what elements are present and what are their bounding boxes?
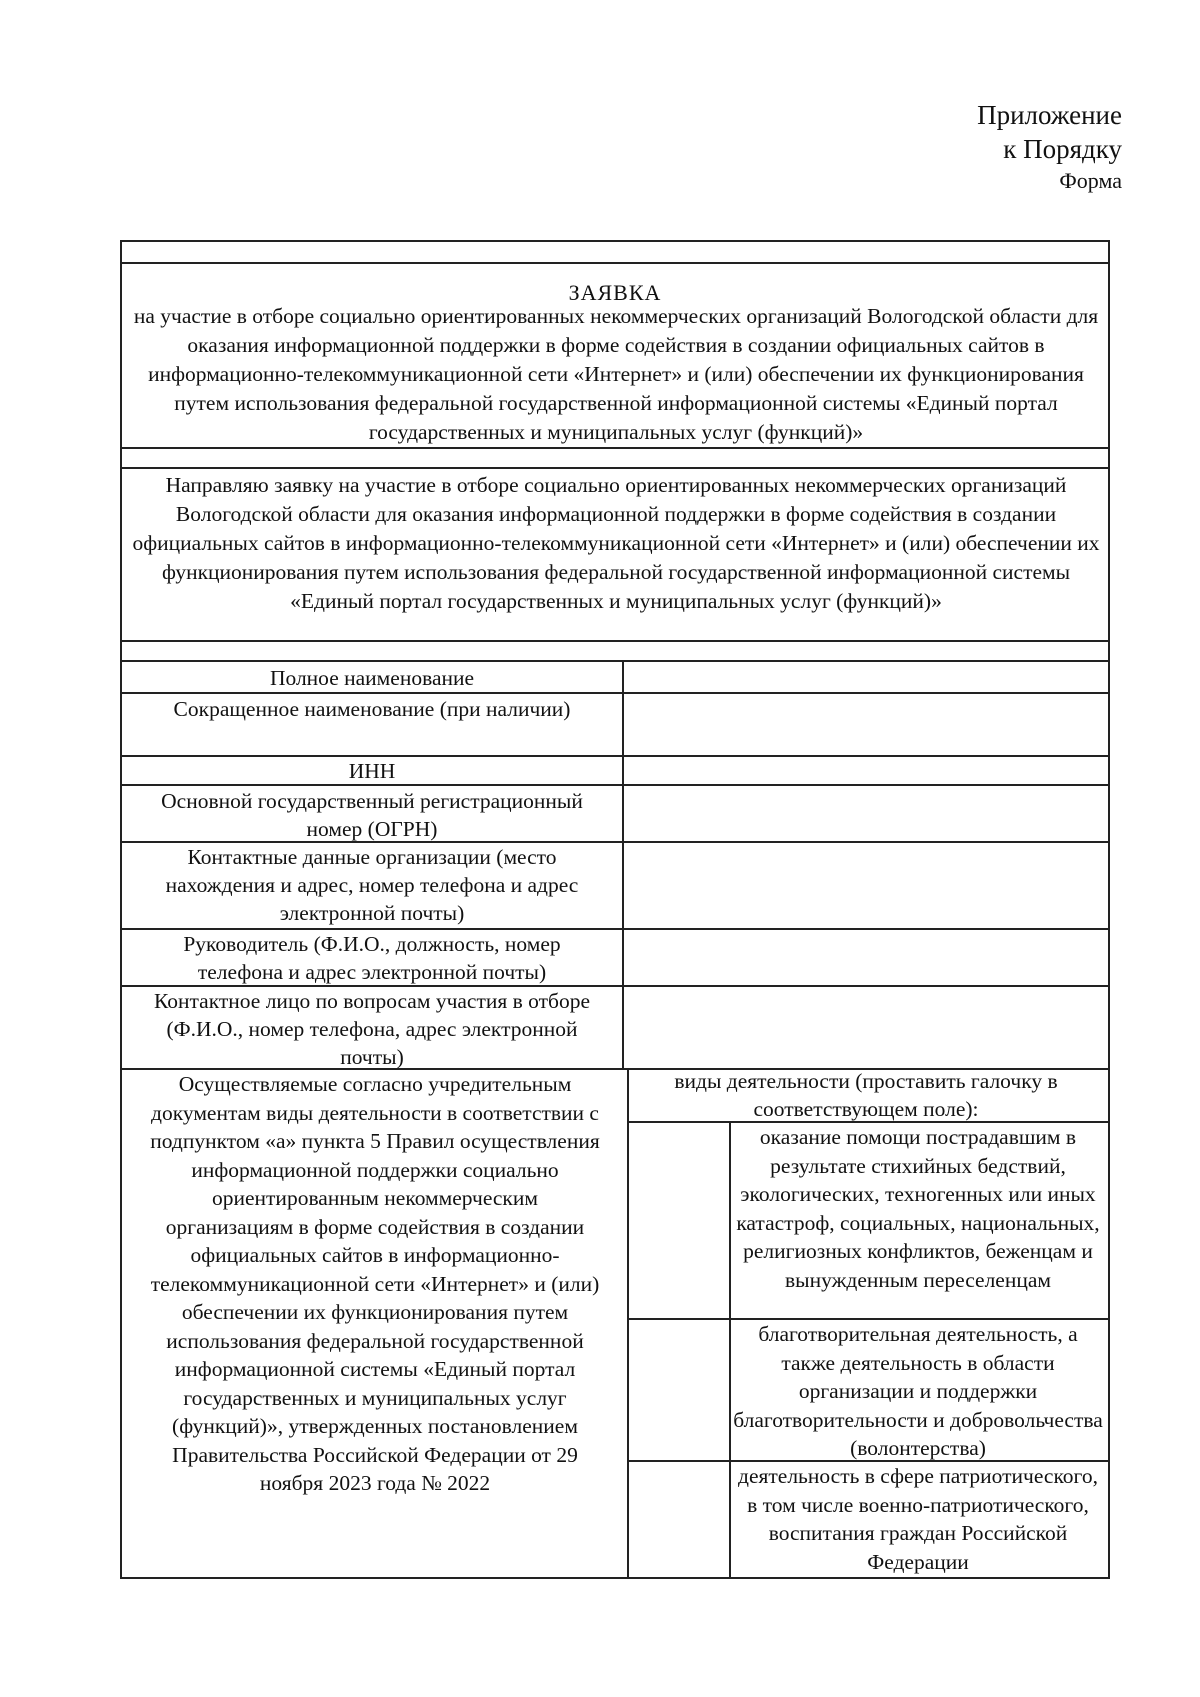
- column-divider: [622, 660, 624, 1068]
- appendix-label: Приложение: [977, 100, 1122, 130]
- field-label-full-name: Полное наименование: [269, 666, 475, 690]
- field-label-short-name: Сокращенное наименование (при наличии): [173, 697, 571, 721]
- activities-description: Осуществляемые согласно учредительным документам виды деятельности в соответствии с подпунктом «а» пункта 5 Правил осуществления информационной поддержки социально ориентированным некоммерческим организациям в форме содействия в создании официальных сайтов в информационно-телекоммуникационной сети «Интернет» и (или) обеспечении их функционирования путем использования федеральной государственной информационной системы «Единый портал государственных и муниципальных услуг (функций)», утвержденных постановлением Правительства Российской Федерации от 29 ноября 2023 года № 2022: [150, 1072, 600, 1495]
- field-value-contacts[interactable]: [625, 843, 1108, 927]
- field-label-contact-person: Контактное лицо по вопросам участия в отборе (Ф.И.О., номер телефона, адрес электронной почты): [153, 989, 591, 1069]
- document-title: ЗАЯВКА: [568, 280, 662, 305]
- activities-header: виды деятельности (проставить галочку в соответствующем поле):: [674, 1069, 1058, 1121]
- table-rule: [120, 640, 1110, 642]
- field-label-contacts: Контактные данные организации (место нахождения и адрес, номер телефона и адрес электронной почты): [165, 845, 579, 925]
- intro-paragraph: Направляю заявку на участие в отборе социально ориентированных некоммерческих организаций Вологодской области для оказания информационной поддержки в форме содействия в создании официальных сайтов в информационно-телекоммуникационной сети «Интернет» и (или) обеспечении их функционирования путем использования федеральной государственной информационной системы «Единый портал государственных и муниципальных услуг (функций)»: [132, 473, 1100, 613]
- column-divider: [729, 1121, 731, 1579]
- table-rule: [120, 262, 1110, 264]
- field-label-director: Руководитель (Ф.И.О., должность, номер телефона и адрес электронной почты): [183, 932, 561, 984]
- field-value-inn[interactable]: [625, 757, 1108, 783]
- field-label-ogrn: Основной государственный регистрационный номер (ОГРН): [161, 789, 583, 841]
- form-label: Форма: [1059, 168, 1122, 193]
- activity-checkbox-charity[interactable]: [627, 1320, 729, 1459]
- table-rule: [120, 467, 1110, 469]
- activity-label-patriotic: деятельность в сфере патриотического, в том числе военно-патриотического, воспитания граждан Российской Федерации: [738, 1464, 1098, 1574]
- activity-label-charity: благотворительная деятельность, а также деятельность в области организации и поддержки благотворительности и добровольчества (волонтерства): [733, 1322, 1103, 1460]
- activity-label-emergency: оказание помощи пострадавшим в результате стихийных бедствий, экологических, техногенных или иных катастроф, социальных, национальных, религиозных конфликтов, беженцам и вынужденным переселенцам: [736, 1125, 1100, 1292]
- activity-checkbox-patriotic[interactable]: [627, 1462, 729, 1578]
- table-rule: [120, 447, 1110, 449]
- table-top-border: [120, 240, 1110, 242]
- appendix-reference: к Порядку: [1003, 134, 1122, 164]
- activity-checkbox-emergency[interactable]: [627, 1123, 729, 1317]
- field-value-director[interactable]: [625, 930, 1108, 984]
- field-value-full-name[interactable]: [625, 662, 1108, 691]
- field-value-contact-person[interactable]: [625, 987, 1108, 1067]
- appendix-header: [977, 98, 1122, 196]
- field-value-short-name[interactable]: [625, 694, 1108, 754]
- field-value-ogrn[interactable]: [625, 786, 1108, 840]
- document-subtitle: на участие в отборе социально ориентированных некоммерческих организаций Вологодской области для оказания информационной поддержки в форме содействия в создании официальных сайтов в информационно-телекоммуникационной сети «Интернет» и (или) обеспечении их функционирования путем использования федеральной государственной информационной системы «Единый портал государственных и муниципальных услуг (функций)»: [133, 304, 1099, 444]
- field-label-inn: ИНН: [348, 759, 396, 783]
